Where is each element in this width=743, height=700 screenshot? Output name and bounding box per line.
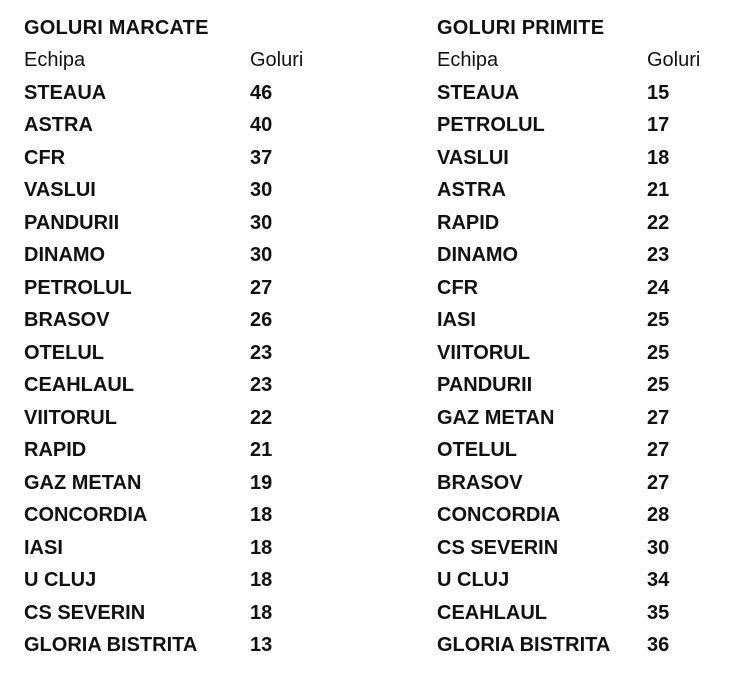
goals-cell: 22 (647, 211, 670, 234)
team-column-header: Echipa (437, 49, 499, 71)
table-row (24, 142, 303, 175)
team-name-cell: DINAMO (24, 244, 106, 266)
goals-cell: 46 (250, 81, 273, 104)
goals-cell: 15 (647, 81, 670, 104)
team-name-cell: IASI (24, 536, 63, 559)
table-row (437, 597, 700, 630)
goals-cell: 36 (647, 634, 670, 656)
goals-cell: 25 (647, 374, 670, 396)
team-name-cell: BRASOV (24, 309, 110, 331)
team-name-cell: CFR (437, 276, 479, 299)
team-name-cell: STEAUA (437, 81, 520, 104)
team-name-cell: CONCORDIA (437, 504, 561, 526)
team-name-cell: VIITORUL (24, 406, 117, 429)
team-name-cell: VASLUI (437, 146, 509, 169)
team-name-cell: RAPID (24, 439, 87, 461)
team-name-cell: CONCORDIA (24, 504, 148, 526)
team-name-cell: OTELUL (24, 341, 104, 364)
team-name-cell: GAZ METAN (437, 406, 555, 429)
goals-cell: 24 (647, 276, 670, 299)
table-row (24, 532, 303, 565)
table-row (437, 564, 700, 597)
team-name-cell: CFR (24, 146, 66, 169)
goals-cell: 30 (647, 536, 670, 559)
goals-conceded-rows (437, 77, 700, 662)
team-name-cell: ASTRA (437, 179, 506, 201)
team-name-cell: CEAHLAUL (24, 374, 134, 396)
table-row (437, 207, 700, 240)
goals-cell: 34 (647, 569, 670, 591)
table-row (437, 434, 700, 467)
goals-cell: 30 (250, 179, 273, 201)
goals-scored-header-row (24, 44, 303, 77)
table-row (24, 499, 303, 532)
goals-cell: 22 (250, 406, 273, 429)
goals-cell: 18 (250, 504, 273, 526)
table-row (24, 77, 303, 110)
goals-cell: 21 (250, 439, 273, 461)
goals-cell: 27 (250, 276, 273, 299)
team-name-cell: PANDURII (24, 211, 120, 234)
table-row (24, 369, 303, 402)
team-name-cell: GLORIA BISTRITA (24, 634, 198, 656)
table-row (437, 337, 700, 370)
table-row (24, 402, 303, 435)
goals-cell: 40 (250, 114, 273, 136)
goals-cell: 27 (647, 439, 670, 461)
goals-scored-table (24, 12, 303, 662)
goals-cell: 27 (647, 406, 670, 429)
goals-conceded-header-row (437, 44, 700, 77)
team-name-cell: DINAMO (437, 244, 519, 266)
goals-column-header: Goluri (250, 49, 304, 71)
table-row (24, 467, 303, 500)
goals-cell: 27 (647, 471, 670, 494)
goals-cell: 26 (250, 309, 273, 331)
table-row (24, 564, 303, 597)
team-name-cell: GAZ METAN (24, 471, 142, 494)
table-row (24, 272, 303, 305)
goals-conceded-table (437, 12, 700, 662)
table-row (437, 532, 700, 565)
table-row (24, 239, 303, 272)
team-name-cell: IASI (437, 309, 476, 331)
table-row (437, 142, 700, 175)
goals-scored-rows (24, 77, 303, 662)
table-row (24, 207, 303, 240)
table-row (437, 239, 700, 272)
team-name-cell: CS SEVERIN (437, 536, 559, 559)
goals-cell: 18 (647, 146, 670, 169)
goals-cell: 28 (647, 504, 670, 526)
table-row (437, 499, 700, 532)
team-name-cell: CS SEVERIN (24, 601, 146, 624)
goals-cell: 21 (647, 179, 670, 201)
goals-conceded-title: GOLURI PRIMITE (437, 17, 605, 39)
table-row (437, 272, 700, 305)
table-row (437, 402, 700, 435)
goals-scored-title: GOLURI MARCATE (24, 17, 209, 39)
team-name-cell: ASTRA (24, 114, 93, 136)
goals-cell: 35 (647, 601, 670, 624)
goals-column-header: Goluri (647, 49, 701, 71)
team-name-cell: RAPID (437, 211, 500, 234)
table-row (437, 77, 700, 110)
team-name-cell: VIITORUL (437, 341, 530, 364)
team-name-cell: U CLUJ (437, 569, 510, 591)
goals-cell: 17 (647, 114, 670, 136)
table-row (24, 109, 303, 142)
goals-cell: 19 (250, 471, 273, 494)
goals-cell: 30 (250, 244, 273, 266)
team-name-cell: OTELUL (437, 439, 517, 461)
table-row (24, 597, 303, 630)
team-name-cell: BRASOV (437, 471, 523, 494)
team-name-cell: PETROLUL (437, 114, 545, 136)
table-row (437, 304, 700, 337)
team-column-header: Echipa (24, 49, 86, 71)
goals-cell: 18 (250, 569, 273, 591)
goals-cell: 23 (250, 341, 273, 364)
table-row (437, 629, 700, 662)
team-name-cell: STEAUA (24, 81, 107, 104)
table-row (24, 434, 303, 467)
table-row (437, 109, 700, 142)
team-name-cell: U CLUJ (24, 569, 97, 591)
goals-cell: 18 (250, 536, 273, 559)
team-name-cell: VASLUI (24, 179, 96, 201)
team-name-cell: CEAHLAUL (437, 601, 547, 624)
goals-cell: 25 (647, 341, 670, 364)
table-row (24, 174, 303, 207)
goals-cell: 30 (250, 211, 273, 234)
goals-cell: 23 (250, 374, 273, 396)
goals-cell: 37 (250, 146, 273, 169)
table-row (24, 337, 303, 370)
team-name-cell: GLORIA BISTRITA (437, 634, 611, 656)
goals-cell: 18 (250, 601, 273, 624)
goals-cell: 25 (647, 309, 670, 331)
goals-cell: 13 (250, 634, 273, 656)
team-name-cell: PETROLUL (24, 276, 132, 299)
goals-cell: 23 (647, 244, 670, 266)
table-row (24, 629, 303, 662)
table-row (24, 304, 303, 337)
team-name-cell: PANDURII (437, 374, 533, 396)
table-row (437, 369, 700, 402)
table-row (437, 467, 700, 500)
table-row (437, 174, 700, 207)
